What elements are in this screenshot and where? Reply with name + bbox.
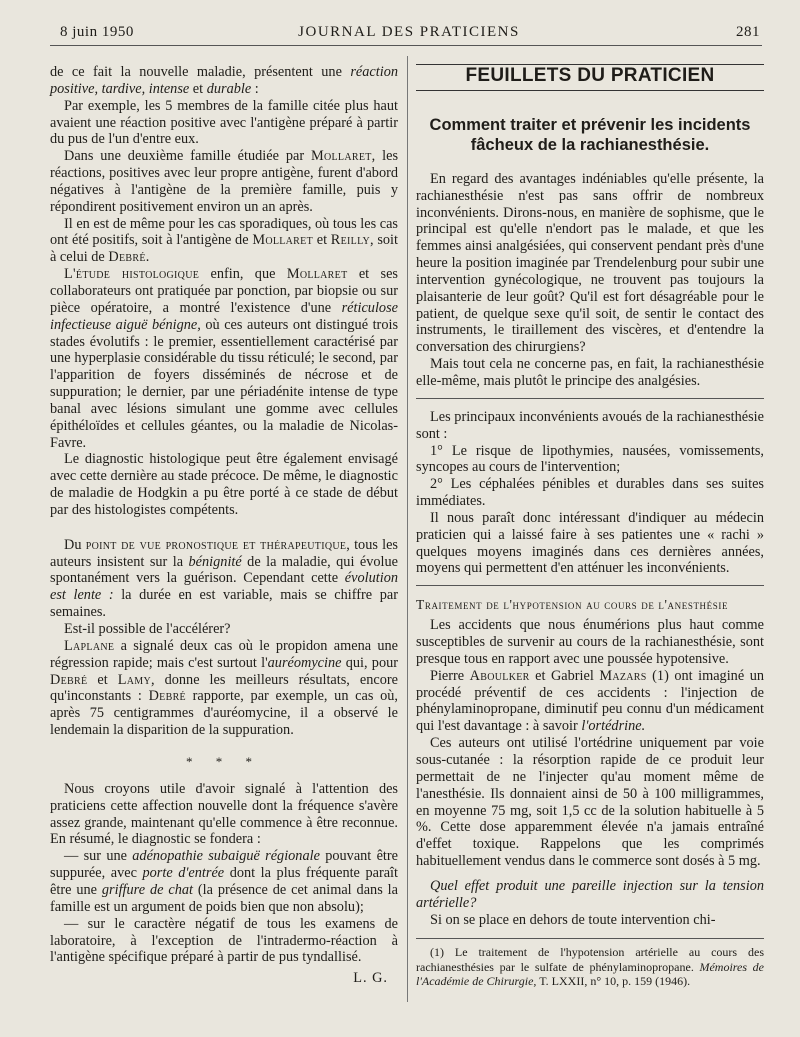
left-column bbox=[50, 64, 398, 987]
section-rule bbox=[416, 398, 764, 399]
paragraph: — sur le caractère négatif de tous les examens de laboratoire, à l'exception de l'intradermo-réaction à l'antigène spécifique préparé à partir de pus tyndallisé. bbox=[50, 915, 398, 966]
subsection-heading: Traitement de l'hypotension au cours de l'anesthésie bbox=[416, 597, 729, 613]
paragraph: de ce fait la nouvelle maladie, présentent une réaction positive, tardive, intense et durable : bbox=[50, 64, 398, 97]
list-item: 1° Le risque de lipothymies, nausées, vomissements, syncopes au cours de l'intervention; bbox=[416, 442, 764, 476]
paragraph: — sur une adénopathie subaiguë régionale pouvant être suppurée, avec porte d'entrée dont la plus fréquente paraît être une griffure de chat (la présence de cet animal dans la famille est un argument de poids bien que non absolu); bbox=[50, 848, 398, 915]
paragraph: Dans une deuxième famille étudiée par Mollaret, les réactions, positives avec leur propre antigène, furent d'abord négatives à l'antigène de la première famille, puis y répondirent positivement environ un an après. bbox=[50, 148, 399, 215]
paragraph: Le diagnostic histologique peut être également envisagé avec cette dernière au stade précoce. De même, le diagnostic de maladie de Hodgkin a pu être porté à ce stade de début par des histologistes compétents. bbox=[50, 451, 398, 518]
section-break-stars: * * * bbox=[186, 753, 262, 769]
paragraph: Les principaux inconvénients avoués de la rachianesthésie sont : bbox=[416, 408, 764, 442]
paragraph: Nous croyons utile d'avoir signalé à l'attention des praticiens cette affection nouvelle dont la fréquence s'avère assez grande, maintenant qu'elle commence à être reconnue. En résumé, le diagnostic se fondera : bbox=[50, 780, 398, 848]
section-title: FEUILLETS DU PRATICIEN bbox=[416, 64, 764, 91]
paragraph: Par exemple, les 5 membres de la famille citée plus haut avaient une réaction positive avec l'antigène préparé à partir du pus de l'un d'entre eux. bbox=[50, 97, 398, 148]
article-title: Comment traiter et prévenir les incidents fâcheux de la rachianesthésie. bbox=[429, 115, 751, 154]
footnote: (1) Le traitement de l'hypotension artérielle au cours des rachianesthésies par le sulfate de phénylaminopropane. Mémoires de l'Académie de Chirurgie, T. LXXII, n° 10, p. 159 (1946). bbox=[416, 945, 765, 989]
paragraph: Laplane a signalé deux cas où le propidon amena une régression rapide; mais c'est surtout l'auréomycine qui, pour Debré et Lamy, donne les meilleurs résultats, encore qu'inconstants : Debré rapporte, par exemple, un cas où, après 75 centigrammes d'auréomycine, il a observé le lendemain la disparition de la suppuration. bbox=[50, 637, 399, 739]
header-date: 8 juin 1950 bbox=[60, 24, 134, 40]
header-journal-title: JOURNAL DES PRATICIENS bbox=[298, 24, 520, 40]
author-signature: L. G. bbox=[353, 970, 388, 987]
paragraph: En regard des avantages indéniables qu'elle présente, la rachianesthésie n'est pas sans offrir de nombreux inconvénients. Dirons-nous, en manière de sophisme, que le principal est qu'elle n'endort pas le malade, et que les femmes ainsi analgésiées, qui conservent pendant près d'une heure la position imaginée par Trendelenburg pour subir une intervention gynécologique, ne trouvent pas toujours la plaisanterie de leur goût? Qu'il est fort désagréable pour le patient, de quelque sexe qu'il soit, de sentir le contact des instruments, le tiraillement des viscères, et d'entendre la conversation des chirurgiens? bbox=[416, 170, 764, 356]
section-rule bbox=[416, 585, 764, 586]
paragraph: Quel effet produit une pareille injection sur la tension artérielle? bbox=[416, 877, 764, 911]
list-item: 2° Les céphalées pénibles et durables dans ses suites immédiates. bbox=[416, 476, 764, 510]
header-page-number: 281 bbox=[736, 24, 760, 40]
paragraph: Du point de vue pronostique et thérapeutique, tous les auteurs insistent sur la bénignité de la maladie, qui évolue spontanément vers la guérison. Cependant cette évolution est lente : la durée en est variable, mais se chiffre par semaines. bbox=[50, 536, 398, 621]
right-column bbox=[416, 64, 764, 989]
paragraph: L'étude histologique enfin, que Mollaret et ses collaborateurs ont pratiquée par ponction, par biopsie ou sur pièce opératoire, a montré l'existence d'une réticulose infectieuse aiguë bénigne, où ces auteurs ont distingué trois stades évolutifs : le premier, essentiellement caractérisé par une hyperplasie considérable du tissu réticulé; le second, par l'apparition de foyers disséminés de nécrose et de suppuration; le dernier, par une périadénite intense de type banal avec lésions simulant une gomme avec cellules épithéloïdes et cellules géantes, ou la maladie de Nicolas-Favre. bbox=[50, 266, 399, 451]
paragraph: Mais tout cela ne concerne pas, en fait, la rachianesthésie elle-même, mais plutôt le principe des analgésies. bbox=[416, 356, 764, 389]
paragraph: Ces auteurs ont utilisé l'ortédrine uniquement par voie sous-cutanée : la résorption rapide de ce produit leur permettait de ne l'injecter qu'au moment même de l'anesthésie. Ils donnaient ainsi de 50 à 100 milligrammes, en moyenne 75 mg, soit 1,5 cc de la solution habituelle à 5 %. Cette dose apparemment élevée n'a jamais entraîné d'effet toxique. Rappelons que les comprimés habituellement vendus dans le commerce sont dosés à 5 mg. bbox=[416, 735, 764, 870]
running-header bbox=[56, 22, 762, 44]
header-rule bbox=[50, 45, 762, 46]
paragraph: Pierre Aboulker et Gabriel Mazars (1) ont imaginé un procédé préventif de ces accidents : l'injection de phénylaminopropane, diminutif peu connu d'un médicament qui l'est davantage : à savoir l'ortédrine. bbox=[416, 667, 764, 735]
paragraph: Est-il possible de l'accélérer? bbox=[64, 621, 231, 637]
footnote-rule bbox=[416, 938, 764, 939]
paragraph: Les accidents que nous énumérions plus haut comme susceptibles de survenir au cours de la rachianesthésie, sont presque tous en rapport avec une poussée hypotensive. bbox=[416, 617, 764, 667]
paragraph: Il en est de même pour les cas sporadiques, où tous les cas ont été positifs, soit à l'antigène de Mollaret et Reilly, soit à celui de Debré. bbox=[50, 215, 398, 266]
column-divider bbox=[407, 56, 408, 1002]
paragraph: Il nous paraît donc intéressant d'indiquer au médecin praticien qui a laissé faire à ses patientes une « rachi » quelques moyens imaginés dans ces dernières années, moyens qui permettent d'en atténuer les inconvénients. bbox=[416, 509, 764, 577]
paragraph: Si on se place en dehors de toute intervention chi- bbox=[430, 911, 716, 928]
